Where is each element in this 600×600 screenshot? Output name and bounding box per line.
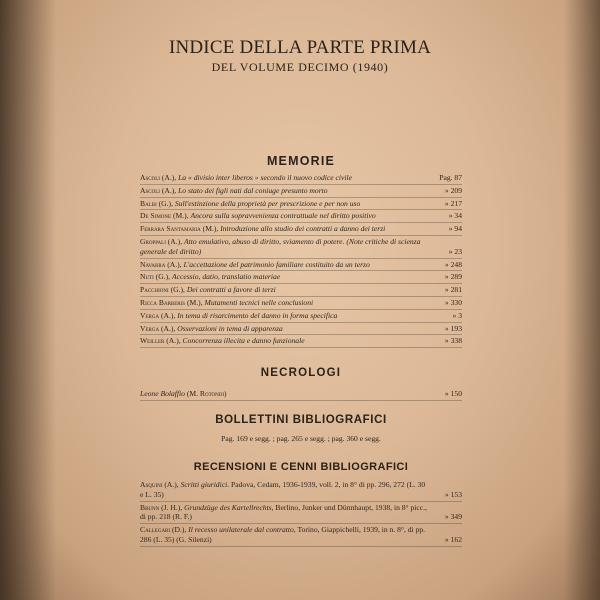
entry-page: » 330 bbox=[444, 297, 462, 307]
section-heading-memorie: MEMORIE bbox=[266, 154, 336, 168]
entry-author: Callegari (D.), bbox=[140, 525, 187, 535]
recensioni-list bbox=[140, 479, 462, 547]
entry-title: Grundzüge des Kartellrechts, bbox=[184, 502, 274, 512]
toc-entry bbox=[140, 502, 462, 525]
entry-author: De Simone (M.), bbox=[140, 211, 189, 221]
entry-title: Concorrenza illecita e danno funzionale bbox=[182, 336, 305, 346]
entry-details: Padova, Cedam, 1936-1939, voll. 2, in 8° di pp. 296, 272 (L. 30 e L. 35) bbox=[140, 480, 426, 499]
toc-entry bbox=[140, 479, 462, 502]
entry-title: Osservazioni in tema di apparenza bbox=[177, 323, 283, 333]
toc-entry bbox=[140, 172, 462, 185]
entry-page: » 162 bbox=[444, 534, 462, 544]
entry-page: » 209 bbox=[444, 185, 462, 195]
entry-page: » 153 bbox=[444, 489, 462, 499]
section-heading-bollettini: BOLLETTINI BIBLIOGRAFICI bbox=[215, 414, 387, 426]
entry-page: » 289 bbox=[444, 272, 462, 282]
entry-title: Mutamenti tecnici nelle conclusioni bbox=[204, 297, 314, 307]
entry-page: » 281 bbox=[444, 285, 462, 295]
entry-page: Pag. 87 bbox=[439, 173, 462, 182]
toc-entry bbox=[140, 198, 462, 211]
entry-author: Verga (A.), bbox=[140, 310, 176, 320]
toc-entry bbox=[140, 335, 462, 348]
entry-title: Atto emulativo, abuso di diritto, sviamento di potere. (Note critiche di scienza generale del diritto) bbox=[140, 236, 421, 256]
entry-title: Sull'estinzione della proprietà per prescrizione e per non uso bbox=[174, 198, 361, 208]
toc-entry bbox=[140, 223, 462, 236]
entry-title: Il recesso unilaterale dal contratto, bbox=[188, 525, 296, 535]
entry-author: Pacchioni (G.), bbox=[140, 285, 185, 295]
memorie-list bbox=[140, 172, 462, 348]
toc-entry bbox=[140, 388, 462, 401]
entry-title: Introduzione allo studio dei contratti a danno dei terzi bbox=[220, 224, 386, 234]
entry-page: » 3 bbox=[452, 310, 462, 320]
necrologi-list bbox=[140, 388, 462, 401]
toc-entry bbox=[140, 284, 462, 297]
entry-title: L'accettazione del patrimonio familiare costituito da un terzo bbox=[183, 259, 370, 269]
entry-page: » 150 bbox=[444, 389, 462, 398]
entry-title: Lo stato dei figli nati dal coniuge presunto morto bbox=[178, 185, 328, 195]
entry-title: Dei contratti a favore di terzi bbox=[186, 285, 276, 295]
toc-entry bbox=[140, 310, 462, 323]
entry-details: Torino, Giappichelli, 1939, in n. 8°, di pp. 286 (L. 35) (G. Silenzi) bbox=[140, 525, 426, 544]
entry-title: Leone Bolaffio bbox=[140, 389, 185, 398]
toc-entry bbox=[140, 259, 462, 272]
entry-author: Nuti (G.), bbox=[140, 272, 171, 282]
entry-page: » 217 bbox=[444, 198, 462, 208]
entry-author: Ricca Barberis (M.), bbox=[140, 297, 203, 307]
entry-author: Ascoli (A.), bbox=[140, 173, 177, 182]
toc-entry bbox=[140, 185, 462, 198]
entry-author: Ferrara Santamaria (M.), bbox=[140, 224, 219, 234]
entry-page: » 23 bbox=[448, 246, 462, 256]
entry-page: » 338 bbox=[444, 336, 462, 346]
entry-author: Asquini (A.), bbox=[140, 480, 179, 489]
entry-title: La « divisio inter liberos » secondo il nuovo codice civile bbox=[178, 173, 352, 182]
toc-entry bbox=[140, 297, 462, 310]
entry-author: Brunn (J. H.), bbox=[140, 502, 183, 512]
entry-author: Balbi (G.), bbox=[140, 198, 173, 208]
entry-page: » 349 bbox=[444, 512, 462, 522]
entry-author: (M. Rotondi) bbox=[186, 389, 227, 398]
toc-entry bbox=[140, 323, 462, 336]
entry-page: » 193 bbox=[444, 323, 462, 333]
entry-author: Groppali (A.), bbox=[140, 236, 183, 246]
toc-entry bbox=[140, 210, 462, 223]
entry-author: Navarra (A.), bbox=[140, 259, 182, 269]
entry-title: Ancora sulla sopravvenienza contrattuale nel diritto positivo bbox=[190, 211, 376, 221]
entry-title: Accessio, datio, translatio materiae bbox=[171, 272, 281, 282]
toc-entry bbox=[140, 271, 462, 284]
page-subtitle: DEL VOLUME DECIMO (1940) bbox=[211, 60, 389, 74]
entry-title: Scritti giuridici. bbox=[180, 480, 230, 489]
entry-author: Verga (A.), bbox=[140, 323, 176, 333]
entry-page: » 248 bbox=[444, 259, 462, 269]
entry-page: » 34 bbox=[448, 211, 462, 221]
toc-entry bbox=[140, 524, 462, 547]
bollettini-pages: Pag. 169 e segg. ; pag. 265 e segg. ; pag. 360 e segg. bbox=[221, 434, 381, 443]
entry-title: In tema di risarcimento del danno in forma specifica bbox=[177, 310, 338, 320]
section-heading-necrologi: NECROLOGI bbox=[260, 367, 342, 379]
entry-author: Ascoli (A.), bbox=[140, 185, 177, 195]
page-title: INDICE DELLA PARTE PRIMA bbox=[168, 37, 432, 58]
entry-details: Berlino, Junker und Dünnhaupt, 1938, in 8° picc., di pp. 218 (R. F.) bbox=[140, 502, 427, 522]
entry-author: Weiller (A.), bbox=[140, 336, 181, 346]
entry-page: » 94 bbox=[448, 224, 462, 234]
section-heading-recensioni: RECENSIONI E CENNI BIBLIOGRAFICI bbox=[193, 461, 409, 473]
toc-entry bbox=[140, 236, 462, 259]
